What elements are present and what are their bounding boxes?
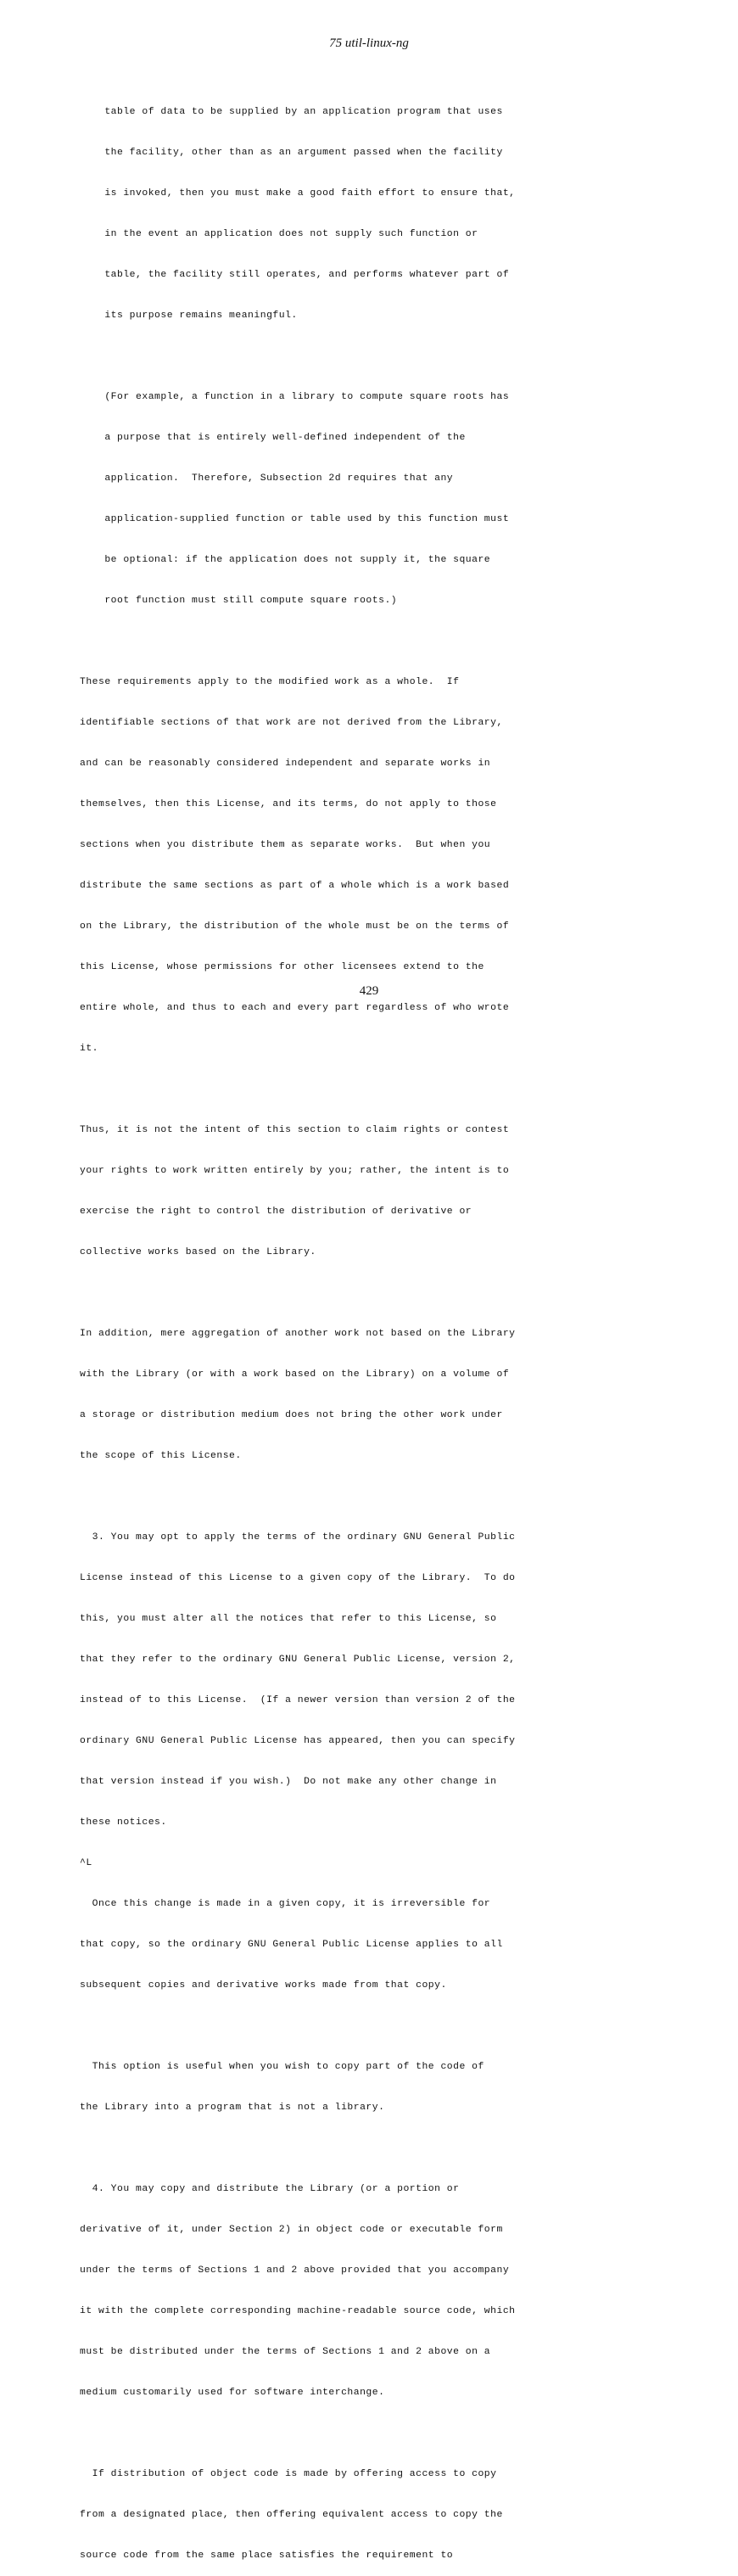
text-line	[80, 2142, 674, 2155]
text-line: subsequent copies and derivative works made from that copy.	[80, 1980, 447, 1991]
text-line: medium customarily used for software interchange.	[80, 2388, 385, 2398]
text-line: must be distributed under the terms of Sections 1 and 2 above on a	[80, 2347, 491, 2357]
text-line: that version instead if you wish.) Do not make any other change in	[80, 1777, 497, 1787]
text-line: the scope of this License.	[80, 1451, 242, 1461]
text-line: these notices.	[80, 1817, 167, 1828]
text-line	[80, 2019, 674, 2033]
text-line: root function must still compute square roots.)	[80, 596, 398, 606]
text-line: entire whole, and thus to each and every part regardless of who wrote	[80, 1003, 510, 1013]
text-line	[80, 1490, 674, 1504]
license-text-body	[80, 78, 674, 2576]
text-line: themselves, then this License, and its terms, do not apply to those	[80, 799, 497, 809]
text-line	[80, 1286, 674, 1300]
text-line: 3. You may opt to apply the terms of the ordinary GNU General Public	[80, 1532, 516, 1543]
text-line: (For example, a function in a library to compute square roots has	[80, 392, 510, 402]
text-line: it.	[80, 1044, 99, 1054]
text-line: that copy, so the ordinary GNU General Public License applies to all	[80, 1940, 503, 1950]
text-line: ordinary GNU General Public License has appeared, then you can specify	[80, 1736, 516, 1746]
text-line: its purpose remains meaningful.	[80, 311, 298, 321]
text-line: your rights to work written entirely by you; rather, the intent is to	[80, 1166, 510, 1176]
text-line: it with the complete corresponding machine-readable source code, which	[80, 2306, 516, 2316]
text-line: application-supplied function or table used by this function must	[80, 514, 510, 524]
text-line: table, the facility still operates, and performs whatever part of	[80, 270, 510, 280]
text-line: source code from the same place satisfies the requirement to	[80, 2551, 454, 2561]
text-line: application. Therefore, Subsection 2d requires that any	[80, 473, 454, 484]
text-line: table of data to be supplied by an application program that uses	[80, 107, 503, 117]
text-line: 4. You may copy and distribute the Library (or a portion or	[80, 2184, 460, 2194]
text-line: sections when you distribute them as separate works. But when you	[80, 840, 491, 850]
text-line: License instead of this License to a given copy of the Library. To do	[80, 1573, 516, 1583]
text-line: derivative of it, under Section 2) in object code or executable form	[80, 2225, 503, 2235]
text-line: identifiable sections of that work are not derived from the Library,	[80, 718, 503, 728]
text-line: a purpose that is entirely well-defined independent of the	[80, 433, 466, 443]
text-line: in the event an application does not supply such function or	[80, 229, 478, 239]
text-line: the facility, other than as an argument passed when the facility	[80, 148, 503, 158]
text-line: and can be reasonably considered independent and separate works in	[80, 759, 491, 769]
text-line: under the terms of Sections 1 and 2 above provided that you accompany	[80, 2265, 510, 2276]
text-line: is invoked, then you must make a good faith effort to ensure that,	[80, 188, 516, 199]
page-number: 429	[359, 984, 379, 998]
text-line	[80, 2427, 674, 2440]
text-line: on the Library, the distribution of the whole must be on the terms of	[80, 921, 510, 932]
text-line: exercise the right to control the distribution of derivative or	[80, 1207, 472, 1217]
text-line: Thus, it is not the intent of this section to claim rights or contest	[80, 1125, 510, 1135]
text-line: this License, whose permissions for other licensees extend to the	[80, 962, 484, 972]
text-line: distribute the same sections as part of a whole which is a work based	[80, 881, 510, 891]
text-line	[80, 1083, 674, 1096]
text-line: a storage or distribution medium does not bring the other work under	[80, 1410, 503, 1420]
text-line: instead of to this License. (If a newer version than version 2 of the	[80, 1695, 516, 1705]
form-feed-marker: ^L	[80, 1858, 92, 1868]
text-line: If distribution of object code is made by offering access to copy	[80, 2469, 497, 2479]
text-line: this, you must alter all the notices that refer to this License, so	[80, 1614, 497, 1624]
text-line: These requirements apply to the modified work as a whole. If	[80, 677, 460, 687]
text-line: collective works based on the Library.	[80, 1247, 316, 1257]
running-header: 75 util-linux-ng	[329, 36, 409, 50]
text-line: the Library into a program that is not a library.	[80, 2103, 385, 2113]
text-line: In addition, mere aggregation of another work not based on the Library	[80, 1329, 516, 1339]
text-line: from a designated place, then offering equivalent access to copy the	[80, 2510, 503, 2520]
text-line	[80, 350, 674, 363]
text-line	[80, 635, 674, 648]
text-line: with the Library (or with a work based on the Library) on a volume of	[80, 1369, 510, 1380]
text-line: be optional: if the application does not supply it, the square	[80, 555, 491, 565]
text-line: This option is useful when you wish to copy part of the code of	[80, 2062, 484, 2072]
text-line: that they refer to the ordinary GNU General Public License, version 2,	[80, 1655, 516, 1665]
text-line: Once this change is made in a given copy, it is irreversible for	[80, 1899, 491, 1909]
